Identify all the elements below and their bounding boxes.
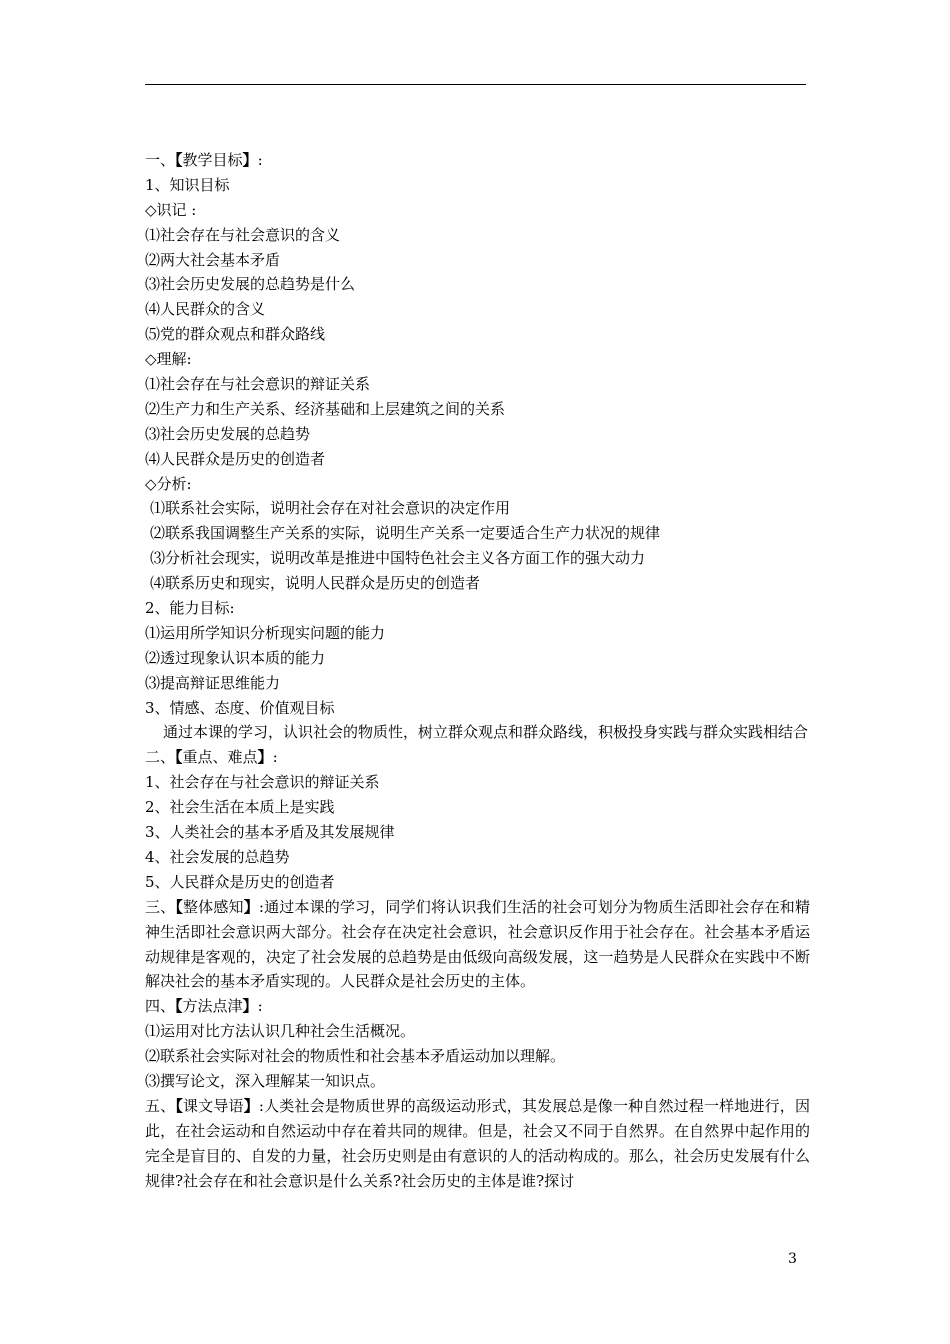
list-item: ⑷人民群众是历史的创造者 [145,449,326,468]
section-heading-objectives [145,148,810,173]
list-item: ⑴联系社会实际，说明社会存在对社会意识的决定作用 [150,499,511,518]
list-item: ⑴运用对比方法认识几种社会生活概况。 [145,1022,416,1041]
left-bracket: 【 [175,151,183,169]
left-bracket: 【 [175,748,183,767]
knowledge-heading: 1、知识目标 [145,175,230,194]
list-item: ⑶分析社会现实，说明改革是推进中国特色社会主义各方面工作的强大动力 [150,549,646,568]
list-item: ⑴社会存在与社会意识的含义 [145,225,341,244]
emotion-heading: 3、情感、态度、价值观目标 [145,698,335,717]
section-text: :人类社会是物质世界的高级运动形式，其发展总是像一种自然过程一样地进行，因此，在社会运动和自然运动中存在着共同的规律。但是，社会又不同于自然界。在自然界中起作用的完全是盲目的、自发的力量，社会历史则是由有意识的人的活动构成的。那么，社会历史发展有什么规律?社会存在和社会意识是什么关系?社会历史的主体是谁?探讨 [145,1096,810,1190]
list-item: 4、社会发展的总趋势 [145,847,290,866]
left-bracket: 【 [175,897,184,916]
list-item: ⑶社会历史发展的总趋势是什么 [145,275,356,294]
left-bracket: 【 [175,997,183,1016]
section-overview [145,895,810,995]
list-item: 3、人类社会的基本矛盾及其发展规律 [145,823,395,842]
right-bracket: 】 [243,1096,259,1115]
section-title: 课文导语 [183,1096,244,1115]
section-title: 教学目标 [182,151,243,169]
section-suffix: : [272,748,278,767]
section-number: 二、 [145,748,176,767]
right-bracket: 】 [242,997,258,1016]
understand-heading: ◇理解: [145,350,192,369]
section-number: 五、 [145,1096,176,1115]
list-item: ⑵联系我国调整生产关系的实际，说明生产关系一定要适合生产力状况的规律 [150,524,661,543]
recall-heading: ◇识记 : [145,200,197,219]
emotion-text-content: 通过本课的学习，认识社会的物质性，树立群众观点和群众路线，积极投身实践与群众实践相结合 [163,723,809,742]
list-item: ⑶社会历史发展的总趋势 [145,424,311,443]
section-suffix: : [257,997,263,1016]
list-item: ⑸党的群众观点和群众路线 [145,325,326,344]
list-item: 2、社会生活在本质上是实践 [145,798,335,817]
list-item: ⑶撰写论文，深入理解某一知识点。 [145,1072,386,1091]
emotion-text [145,720,810,745]
document-body [145,148,810,1194]
list-item: ⑷联系历史和现实，说明人民群众是历史的创造者 [150,574,481,593]
section-title: 整体感知 [183,897,244,916]
left-bracket: 【 [175,1096,184,1115]
right-bracket: 】 [243,897,259,916]
list-item: ⑵两大社会基本矛盾 [145,250,281,269]
page-number: 3 [788,1251,797,1267]
list-item: ⑶提高辩证思维能力 [145,673,281,692]
section-title: 方法点津 [182,997,243,1016]
right-bracket: 】 [257,748,273,767]
list-item: 1、社会存在与社会意识的辩证关系 [145,773,380,792]
list-item: ⑵联系社会实际对社会的物质性和社会基本矛盾运动加以理解。 [145,1047,566,1066]
ability-heading: 2、能力目标: [145,599,235,618]
section-heading-key-points [145,745,810,770]
section-number: 一、 [145,151,176,169]
section-suffix: : [257,151,263,169]
right-bracket: 】 [242,151,258,169]
section-title: 重点、难点 [182,748,258,767]
list-item: ⑵透过现象认识本质的能力 [145,648,326,667]
section-heading-methods [145,994,810,1019]
list-item: ⑴运用所学知识分析现实问题的能力 [145,623,386,642]
list-item: ⑵生产力和生产关系、经济基础和上层建筑之间的关系 [145,399,506,418]
analyze-heading: ◇分析: [145,474,192,493]
section-number: 四、 [145,997,176,1016]
list-item: ⑴社会存在与社会意识的辩证关系 [145,375,371,394]
section-text: :通过本课的学习，同学们将认识我们生活的社会可划分为物质生活即社会存在和精神生活即社会意识两大部分。社会存在决定社会意识，社会意识反作用于社会存在。社会基本矛盾运动规律是客观的，决定了社会发展的总趋势是由低级向高级发展，这一趋势是人民群众在实践中不断解决社会的基本矛盾实现的。人民群众是社会历史的主体。 [145,897,810,991]
section-number: 三、 [145,897,176,916]
list-item: ⑷人民群众的含义 [145,300,266,319]
list-item: 5、人民群众是历史的创造者 [145,872,335,891]
section-introduction [145,1094,810,1194]
header-rule [145,84,806,85]
